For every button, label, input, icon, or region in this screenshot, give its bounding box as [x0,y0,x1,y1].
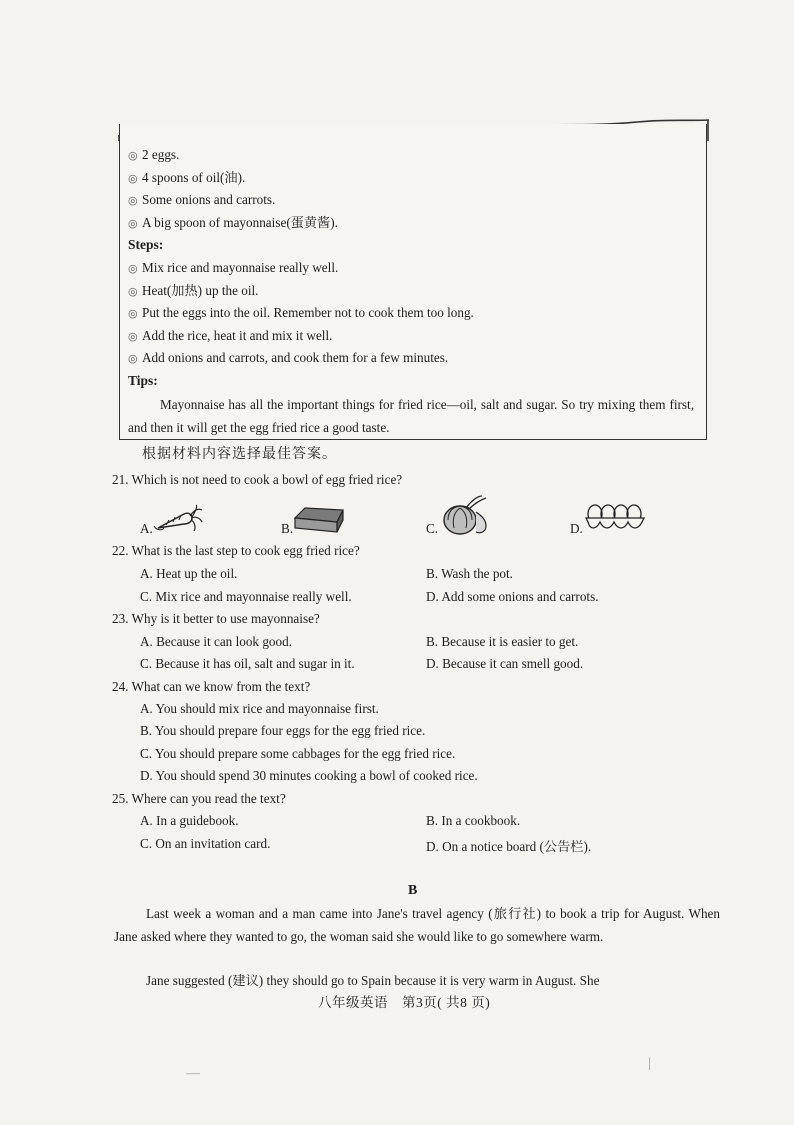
option-c: C. You should prepare some cabbages for the egg fried rice. [140,746,456,761]
ingredient-item: ◎ 4 spoons of oil(油). [128,167,698,190]
option-label: C. [426,521,439,536]
question-number: 21. [112,472,129,487]
circle-bullet-icon: ◎ [128,150,138,162]
question-22 [112,543,360,559]
option-label: B. [281,521,294,536]
circle-bullet-icon: ◎ [128,172,138,185]
question-24 [112,679,310,695]
page-footer: 八年级英语 第3页( 共8 页) [318,995,491,1010]
scan-mark: | [648,1056,651,1071]
tips-text: Mayonnaise has all the important things for fried rice—oil, salt and sugar. So try mixing them first, and then it will get the egg fried rice a good taste. [128,396,694,435]
passage-paragraph: Jane suggested (建议) they should go to Spain because it is very warm in August. She [146,973,600,988]
circle-bullet-icon: ◎ [128,217,138,230]
question-text: What can we know from the text? [131,679,311,694]
circle-bullet-icon: ◎ [128,195,138,208]
carrot-icon [152,504,204,534]
cabbage-block-icon [291,504,347,534]
steps-heading: Steps: [128,237,164,253]
recipe-box [119,124,707,440]
ingredient-item: ◎ Some onions and carrots. [128,189,698,212]
question-21 [112,472,402,488]
option-c: C. On an invitation card. [140,836,271,851]
circle-bullet-icon: ◎ [128,353,138,366]
question-25 [112,791,286,807]
circle-bullet-icon: ◎ [128,308,138,321]
question-text: What is the last step to cook egg fried rice? [131,543,360,558]
question-number: 22. [112,543,129,558]
option-a: A. Because it can look good. [140,634,292,649]
scan-mark: — [186,1066,200,1081]
step-item: ◎ Add the rice, heat it and mix it well. [128,325,698,348]
option-b: B. In a cookbook. [426,813,521,828]
option-d: D. Because it can smell good. [426,656,584,671]
ingredient-item: ◎ A big spoon of mayonnaise(蛋黄酱). [128,212,698,235]
step-item: ◎ Heat(加热) up the oil. [128,280,698,303]
step-item: ◎ Mix rice and mayonnaise really well. [128,257,698,280]
question-number: 23. [112,611,129,626]
step-item: ◎ Add onions and carrots, and cook them for a few minutes. [128,347,698,370]
question-text: Which is not need to cook a bowl of egg fried rice? [131,472,403,487]
egg-carton-icon [584,502,646,532]
option-a: A. You should mix rice and mayonnaise first. [140,701,379,716]
tips-heading: Tips: [128,372,158,388]
option-d: D. On a notice board (公告栏). [426,839,592,854]
option-c: C. Mix rice and mayonnaise really well. [140,589,352,604]
passage-paragraph: Last week a woman and a man came into Jane's travel agency (旅行社) to book a trip for August. When Jane asked where they wanted to go, the woman said she would like to go somewhere warm. [114,906,720,944]
section-title: B [408,883,418,898]
question-text: Where can you read the text? [131,791,286,806]
option-d: D. You should spend 30 minutes cooking a bowl of cooked rice. [140,768,478,783]
option-d: D. Add some onions and carrots. [426,589,599,604]
question-instruction: 根据材料内容选择最佳答案。 [142,447,337,462]
recipe-content [128,144,698,439]
circle-bullet-icon: ◎ [128,330,138,343]
option-a: A. In a guidebook. [140,813,239,828]
ingredient-item: ◎ 2 eggs. [128,144,698,167]
option-a: A. Heat up the oil. [140,566,238,581]
option-label: D. [570,521,583,536]
circle-bullet-icon: ◎ [128,262,138,275]
option-b: B. Wash the pot. [426,566,513,581]
question-text: Why is it better to use mayonnaise? [131,611,320,626]
question-number: 25. [112,791,129,806]
question-number: 24. [112,679,129,694]
step-item: ◎ Put the eggs into the oil. Remember not to cook them too long. [128,302,698,325]
option-label: A. [140,521,153,536]
option-b: B. You should prepare four eggs for the egg fried rice. [140,723,426,738]
question-23 [112,611,320,627]
circle-bullet-icon: ◎ [128,285,138,298]
option-b: B. Because it is easier to get. [426,634,579,649]
onion-icon [438,494,490,538]
option-c: C. Because it has oil, salt and sugar in it. [140,656,355,671]
